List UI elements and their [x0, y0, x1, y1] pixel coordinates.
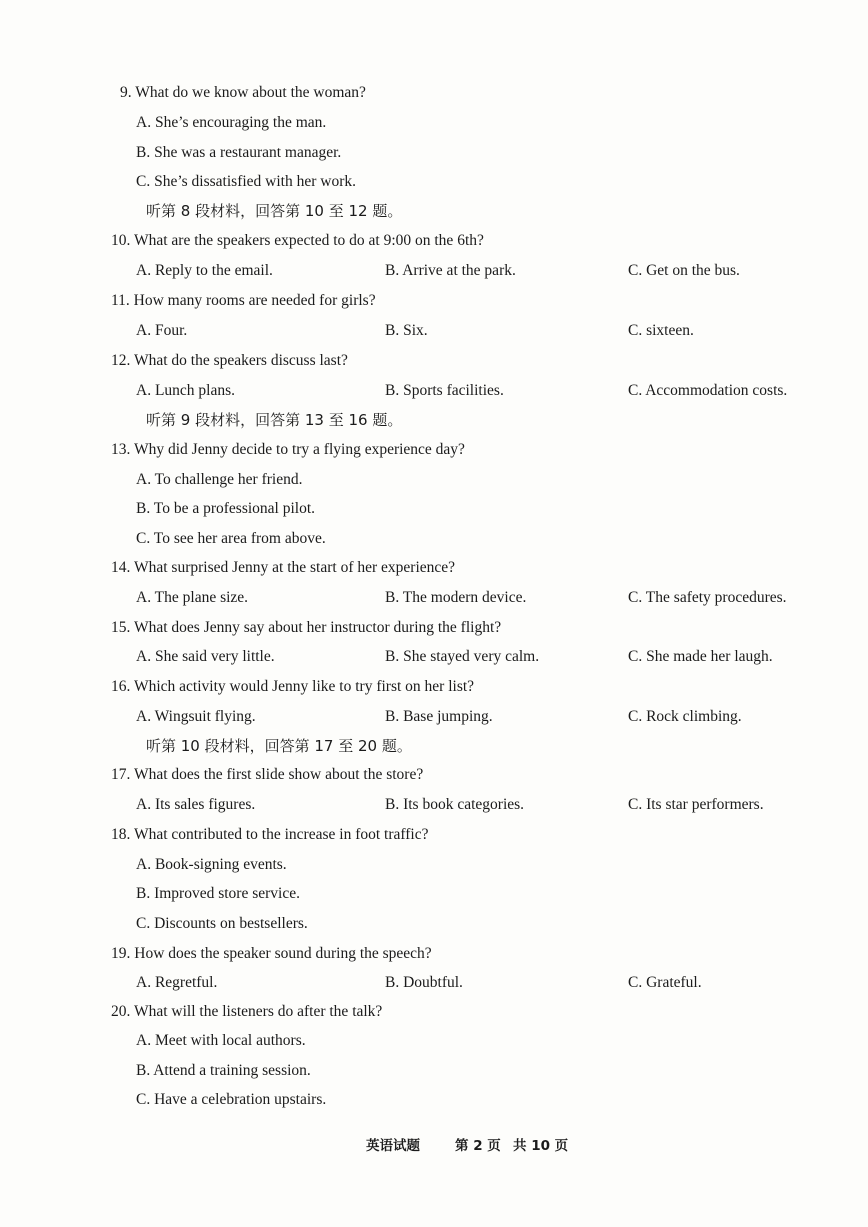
question-text: 17. What does the first slide show about the store?	[111, 766, 424, 783]
option-a: A. Meet with local authors.	[136, 1032, 306, 1049]
option-b: B. She stayed very calm.	[385, 648, 540, 665]
option-c: C. Have a celebration upstairs.	[136, 1091, 327, 1108]
question-text: 11. How many rooms are needed for girls?	[111, 292, 376, 309]
question-text: 14. What surprised Jenny at the start of her experience?	[111, 559, 456, 576]
option-a: A. Reply to the email.	[136, 262, 273, 279]
option-c: C. The safety procedures.	[628, 589, 787, 606]
question-text: 18. What contributed to the increase in foot traffic?	[111, 826, 429, 843]
option-c: C. To see her area from above.	[136, 530, 326, 547]
option-b: B. The modern device.	[385, 589, 527, 606]
question-text: 20. What will the listeners do after the talk?	[111, 1003, 383, 1020]
footer-page-number: 第 2 页	[455, 1138, 501, 1154]
page-footer	[0, 1135, 868, 1157]
option-b: B. Sports facilities.	[385, 382, 504, 399]
option-a: A. Lunch plans.	[136, 382, 236, 399]
option-c: C. Rock climbing.	[628, 708, 742, 725]
option-c: C. Discounts on bestsellers.	[136, 915, 308, 932]
option-a: A. To challenge her friend.	[136, 471, 303, 488]
option-b: B. Improved store service.	[136, 885, 300, 902]
question-text: 10. What are the speakers expected to do at 9:00 on the 6th?	[111, 232, 484, 249]
question-text: 15. What does Jenny say about her instructor during the flight?	[111, 619, 502, 636]
option-b: B. Attend a training session.	[136, 1062, 311, 1079]
section-instruction: 听第 10 段材料，回答第 17 至 20 题。	[146, 737, 412, 755]
section-instruction: 听第 9 段材料，回答第 13 至 16 题。	[146, 411, 403, 429]
option-b: B. Base jumping.	[385, 708, 493, 725]
question-text: 19. How does the speaker sound during the speech?	[111, 945, 432, 962]
option-a: A. Its sales figures.	[136, 796, 256, 813]
footer-total-pages: 共 10 页	[513, 1138, 569, 1154]
option-c: C. Accommodation costs.	[628, 382, 788, 399]
option-b: B. She was a restaurant manager.	[136, 144, 342, 161]
question-text: 12. What do the speakers discuss last?	[111, 352, 348, 369]
option-a: A. The plane size.	[136, 589, 249, 606]
question-text: 9. What do we know about the woman?	[120, 84, 366, 101]
option-a: A. Wingsuit flying.	[136, 708, 256, 725]
option-c: C. She’s dissatisfied with her work.	[136, 173, 356, 190]
option-c: C. Grateful.	[628, 974, 702, 991]
option-b: B. Arrive at the park.	[385, 262, 516, 279]
option-c: C. Get on the bus.	[628, 262, 740, 279]
option-a: A. Book-signing events.	[136, 856, 287, 873]
option-b: B. Doubtful.	[385, 974, 463, 991]
option-b: B. Six.	[385, 322, 428, 339]
option-b: B. Its book categories.	[385, 796, 525, 813]
option-a: A. Regretful.	[136, 974, 218, 991]
option-c: C. Its star performers.	[628, 796, 764, 813]
option-a: A. She said very little.	[136, 648, 275, 665]
option-a: A. She’s encouraging the man.	[136, 114, 327, 131]
question-text: 13. Why did Jenny decide to try a flying experience day?	[111, 441, 465, 458]
option-a: A. Four.	[136, 322, 188, 339]
option-c: C. sixteen.	[628, 322, 694, 339]
option-b: B. To be a professional pilot.	[136, 500, 316, 517]
section-instruction: 听第 8 段材料，回答第 10 至 12 题。	[146, 202, 403, 220]
footer-subject: 英语试题	[366, 1138, 420, 1154]
option-c: C. She made her laugh.	[628, 648, 773, 665]
question-text: 16. Which activity would Jenny like to try first on her list?	[111, 678, 475, 695]
